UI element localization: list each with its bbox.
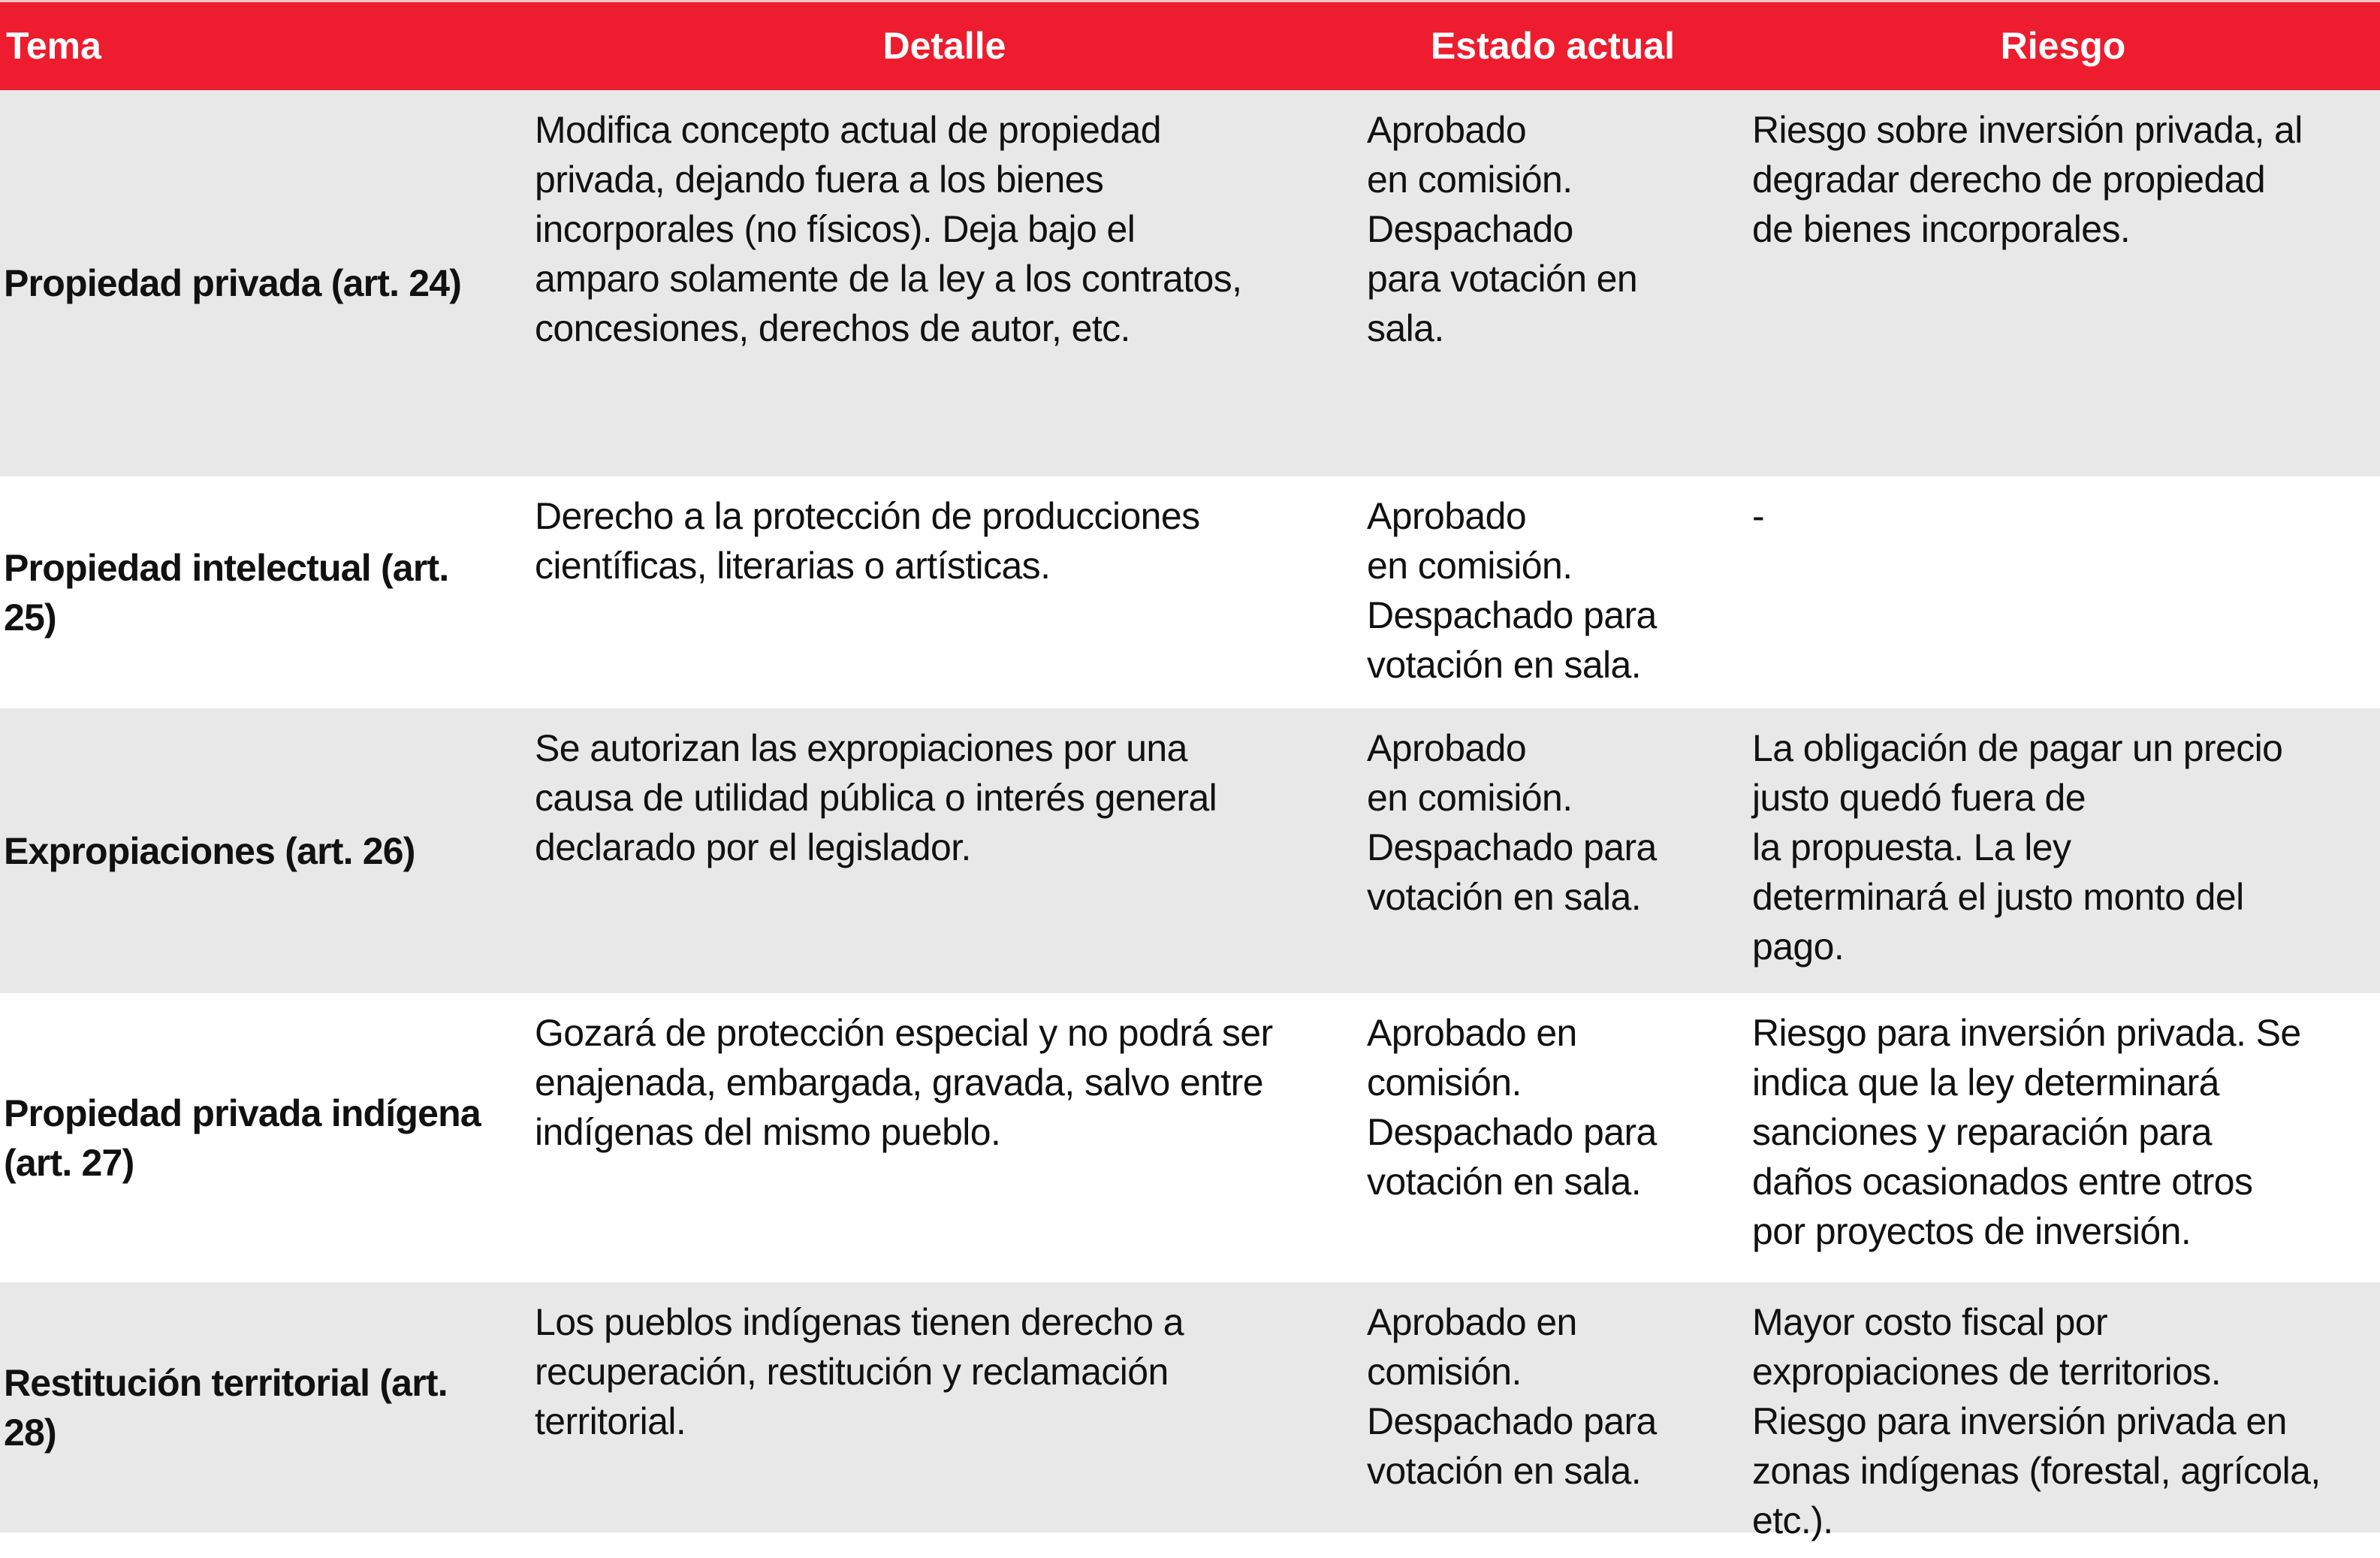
table-row: [0, 90, 2380, 476]
cell-estado-actual: [1367, 723, 1657, 922]
cell-estado-actual-line: Aprobado en: [1367, 1301, 1577, 1343]
cell-tema: [4, 993, 481, 1282]
cell-estado-actual: [1367, 1008, 1657, 1206]
cell-estado-actual-line: Aprobado: [1367, 109, 1527, 151]
cell-estado-actual: [1367, 1297, 1657, 1496]
cell-riesgo-line: Riesgo para inversión privada en: [1752, 1400, 2287, 1442]
cell-detalle-line: indígenas del mismo pueblo.: [535, 1111, 1001, 1153]
cell-detalle-line: territorial.: [535, 1400, 686, 1442]
cell-tema: [4, 90, 461, 476]
cell-tema-line: Restitución territorial (art.: [4, 1361, 448, 1404]
cell-estado-actual-line: sala.: [1367, 307, 1444, 349]
cell-riesgo-line: degradar derecho de propiedad: [1752, 159, 2266, 201]
cell-tema-line: Propiedad intelectual (art.: [4, 546, 449, 589]
cell-riesgo-line: Riesgo para inversión privada. Se: [1752, 1012, 2301, 1054]
cell-riesgo-line: indica que la ley determinará: [1752, 1061, 2219, 1104]
cell-estado-actual-line: Aprobado: [1367, 495, 1527, 537]
cell-riesgo-line: expropiaciones de territorios.: [1752, 1351, 2221, 1393]
cell-tema-line: 28): [4, 1411, 56, 1454]
cell-detalle-line: Gozará de protección especial y no podrá ser: [535, 1012, 1273, 1054]
cell-estado-actual-line: votación en sala.: [1367, 876, 1642, 918]
cell-tema-line: 25): [4, 596, 56, 639]
cell-detalle-line: Los pueblos indígenas tienen derecho a: [535, 1301, 1184, 1343]
cell-riesgo: [1752, 723, 2282, 971]
cell-detalle: [535, 1008, 1273, 1157]
cell-riesgo-line: Mayor costo fiscal por: [1752, 1301, 2108, 1343]
cell-tema: [4, 708, 415, 993]
cell-estado-actual-line: Despachado para: [1367, 594, 1657, 636]
cell-detalle: [535, 1297, 1184, 1446]
cell-riesgo: [1752, 105, 2303, 254]
cell-detalle-line: incorporales (no físicos). Deja bajo el: [535, 208, 1136, 250]
cell-estado-actual-line: comisión.: [1367, 1061, 1522, 1104]
cell-riesgo-line: justo quedó fuera de: [1752, 777, 2086, 819]
cell-tema-line: Propiedad privada indígena: [4, 1092, 481, 1134]
header-detalle: Detalle: [882, 25, 1006, 67]
cell-riesgo-line: sanciones y reparación para: [1752, 1111, 2212, 1153]
cell-estado-actual-line: Despachado: [1367, 208, 1573, 250]
cell-tema: [4, 476, 448, 708]
cell-tema-line: Propiedad privada (art. 24): [4, 262, 462, 304]
cell-estado-actual-line: Despachado para: [1367, 826, 1657, 868]
cell-estado-actual-line: en comisión.: [1367, 777, 1573, 819]
cell-estado-actual-line: en comisión.: [1367, 545, 1573, 587]
cell-detalle-line: privada, dejando fuera a los bienes: [535, 159, 1104, 201]
cell-detalle-line: amparo solamente de la ley a los contratos,: [535, 258, 1242, 300]
cell-riesgo-line: Riesgo sobre inversión privada, al: [1752, 109, 2303, 151]
table-row: [0, 708, 2380, 993]
cell-detalle-line: concesiones, derechos de autor, etc.: [535, 307, 1130, 349]
header-tema: Tema: [6, 25, 101, 67]
cell-detalle-line: Modifica concepto actual de propiedad: [535, 109, 1161, 151]
cell-riesgo-line: la propuesta. La ley: [1752, 826, 2071, 868]
cell-tema-line: Expropiaciones (art. 26): [4, 829, 415, 872]
cell-riesgo-line: La obligación de pagar un precio: [1752, 727, 2283, 769]
cell-estado-actual-line: Aprobado en: [1367, 1012, 1577, 1054]
cell-tema-line: (art. 27): [4, 1141, 134, 1184]
cell-tema: [4, 1282, 448, 1532]
cell-riesgo: [1752, 1008, 2301, 1256]
cell-detalle: [535, 723, 1217, 872]
cell-estado-actual-line: votación en sala.: [1367, 644, 1642, 686]
table-row: [0, 476, 2380, 708]
cell-estado-actual: [1367, 491, 1657, 690]
cell-riesgo-line: -: [1752, 495, 1765, 537]
table-row: [0, 1282, 2380, 1541]
header-estado-actual: Estado actual: [1430, 25, 1676, 67]
cell-riesgo: [1752, 1297, 2321, 1545]
cell-riesgo-line: determinará el justo monto del: [1752, 876, 2244, 918]
cell-estado-actual-line: comisión.: [1367, 1351, 1522, 1393]
table-row: [0, 993, 2380, 1282]
cell-riesgo-line: zonas indígenas (forestal, agrícola,: [1752, 1450, 2321, 1492]
cell-detalle-line: enajenada, embargada, gravada, salvo entre: [535, 1061, 1263, 1104]
cell-estado-actual-line: Aprobado: [1367, 727, 1527, 769]
cell-estado-actual-line: para votación en: [1367, 258, 1638, 300]
cell-detalle: [535, 491, 1200, 590]
header-riesgo: Riesgo: [2000, 25, 2126, 67]
cell-estado-actual-line: votación en sala.: [1367, 1450, 1642, 1492]
cell-detalle-line: Derecho a la protección de producciones: [535, 495, 1200, 537]
cell-detalle-line: científicas, literarias o artísticas.: [535, 545, 1051, 587]
cell-detalle-line: recuperación, restitución y reclamación: [535, 1351, 1169, 1393]
cell-riesgo-line: etc.).: [1752, 1499, 1833, 1541]
cell-detalle-line: causa de utilidad pública o interés general: [535, 777, 1217, 819]
cell-riesgo-line: de bienes incorporales.: [1752, 208, 2131, 250]
cell-riesgo-line: por proyectos de inversión.: [1752, 1210, 2191, 1252]
cell-estado-actual-line: en comisión.: [1367, 159, 1573, 201]
cell-riesgo: [1752, 491, 1764, 541]
table-header: [0, 0, 2380, 90]
cell-estado-actual-line: votación en sala.: [1367, 1161, 1642, 1203]
cell-estado-actual-line: Despachado para: [1367, 1111, 1657, 1153]
cell-detalle-line: Se autorizan las expropiaciones por una: [535, 727, 1187, 769]
cell-estado-actual-line: Despachado para: [1367, 1400, 1657, 1442]
cell-detalle-line: declarado por el legislador.: [535, 826, 971, 868]
cell-estado-actual: [1367, 105, 1637, 353]
cell-detalle: [535, 105, 1241, 353]
cell-riesgo-line: pago.: [1752, 925, 1845, 968]
cell-riesgo-line: daños ocasionados entre otros: [1752, 1161, 2253, 1203]
